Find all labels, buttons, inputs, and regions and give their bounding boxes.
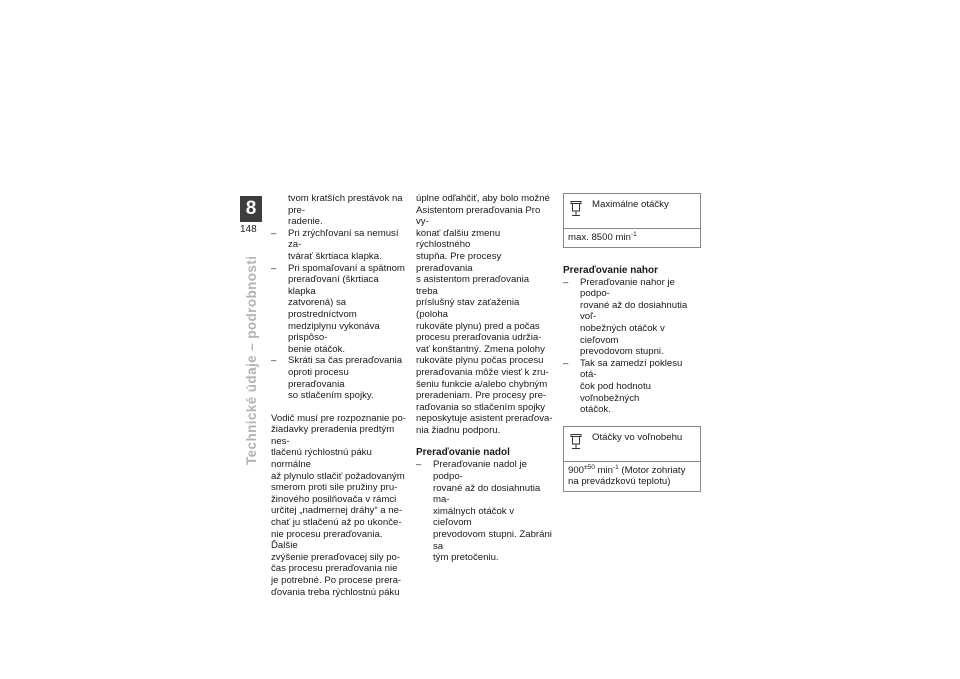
text-line: Pri zrýchľovaní sa nemusí za- (288, 227, 399, 251)
text-line: ďovania treba rýchlostnú páku (271, 586, 400, 598)
text-line: preraďovania môže viesť k zru- (416, 366, 549, 378)
chapter-side-title: Technické údaje – podrobnosti (244, 255, 259, 465)
spec-header (564, 427, 700, 462)
text-line: zatvorená) sa prostredníctvom (288, 297, 357, 320)
text-line: prevodovom stupni. Zabráni sa (433, 529, 552, 552)
text-line: ximálnych otáčok v cieľovom (433, 505, 515, 529)
text-line: radenie. (288, 216, 323, 228)
text-line: Preraďovanie nadol je podpo- (433, 459, 527, 483)
text-line: čok pod hodnotu voľnobežných (580, 380, 651, 404)
dash-marker: – (416, 459, 422, 471)
spec-box-max-rpm (563, 193, 701, 248)
text-line: konať ďalšiu zmenu rýchlostného (416, 227, 501, 251)
text-line: určitej „nadmernej dráhy“ a ne- (271, 505, 403, 517)
section-heading-downshift: Preraďovanie nadol (416, 447, 510, 459)
spec-value-text: 900 (568, 464, 585, 476)
text-line: preraďovaní (škrtiaca klapka (288, 274, 379, 297)
text-column-2 (416, 193, 553, 564)
text-line: rované až do dosiahnutia voľ- (580, 299, 688, 323)
text-line: neposkytuje asistent preraďova- (416, 413, 553, 425)
spec-unit: min (594, 464, 613, 476)
text-line: tvom kratších prestávok na pre- (288, 193, 403, 216)
text-line: zvýšenie preraďovacej sily po- (271, 551, 401, 563)
text-column-3 (563, 193, 700, 492)
text-line: úplne odľahčiť, aby bolo možné (416, 193, 550, 204)
text-line: stupňa. Pre procesy preraďovania (416, 250, 502, 274)
body-paragraph (416, 193, 553, 436)
text-line: tvárať škrtiaca klapka. (288, 250, 382, 262)
text-line: prevodovom stupni. (580, 346, 664, 358)
body-paragraph (271, 413, 407, 599)
text-line: otáčok. (580, 404, 611, 416)
spec-value (564, 462, 700, 491)
spec-tolerance: ±50 (584, 463, 595, 471)
text-line: nie procesu preraďovania. Ďalšie (271, 528, 383, 552)
chapter-number-badge (240, 196, 262, 222)
dash-list-item (563, 358, 700, 416)
spec-title: Maximálne otáčky (592, 199, 669, 210)
text-line: raďovania so stlačením spojky (416, 401, 546, 413)
spec-unit-exponent: -1 (630, 230, 637, 238)
text-line: nobežných otáčok v cieľovom (580, 322, 665, 346)
dash-list-item (271, 355, 407, 401)
text-column-1 (271, 193, 407, 598)
spec-header (564, 194, 700, 229)
text-line: procesu preraďovania udržia- (416, 332, 542, 344)
text-line: nia žiadnu podporu. (416, 424, 501, 436)
page-number: 148 (240, 224, 257, 235)
text-line: tlačenú rýchlostnú páku normálne (271, 447, 372, 471)
engine-rpm-icon (570, 201, 582, 217)
text-line: žiadavky preradenia predtým nes- (271, 424, 395, 447)
spec-title: Otáčky vo voľnobehu (592, 431, 683, 443)
text-line: šeniu funkcie a/alebo chybným (416, 378, 548, 390)
text-line: Tak sa zamedzí poklesu otá- (580, 357, 683, 381)
spec-note: (Motor zohriaty (618, 464, 686, 476)
text-line: vať konštantný. Zmena polohy (416, 343, 545, 355)
dash-list-item (416, 459, 553, 563)
dash-list-item (271, 228, 407, 263)
dash-marker: – (271, 227, 277, 239)
spec-box-idle-rpm (563, 426, 701, 492)
continuation-text (271, 193, 407, 228)
text-line: oproti procesu preraďovania (288, 366, 349, 390)
spec-note: na prevádzkovú teplotu) (568, 476, 671, 488)
text-line: benie otáčok. (288, 343, 346, 355)
section-heading-upshift: Preraďovanie nahor (563, 264, 658, 276)
text-line: rukoväte plynu počas procesu (416, 355, 544, 367)
text-line: čas procesu preraďovania nie (271, 563, 398, 575)
text-line: žinového posilňovača v rámci (271, 493, 397, 505)
text-line: medziplynu vykonáva prispôso- (288, 320, 380, 344)
spec-value-text: max. 8500 min (568, 232, 631, 243)
text-line: príslušný stav zaťaženia (poloha (416, 297, 520, 320)
text-line: rované až do dosiahnutia ma- (433, 482, 541, 506)
dash-list-item (563, 277, 700, 358)
text-line: je potrebné. Po procese prera- (271, 575, 402, 586)
spec-unit-exponent: -1 (612, 463, 619, 471)
text-line: chať ju stlačenú až po ukonče- (271, 517, 402, 529)
dash-marker: – (563, 276, 569, 288)
chapter-number: 8 (245, 198, 257, 219)
text-line: so stlačením spojky. (288, 390, 374, 402)
spec-value (564, 229, 700, 247)
dash-marker: – (563, 357, 569, 369)
dash-list-item (271, 263, 407, 356)
text-line: rukoväte plynu) pred a počas (416, 320, 540, 332)
engine-rpm-icon (570, 434, 582, 450)
text-line: Preraďovanie nahor je podpo- (580, 276, 675, 300)
text-line: smerom proti sile pružiny pru- (271, 482, 398, 494)
dash-marker: – (271, 355, 277, 367)
text-line: Skráti sa čas preraďovania (288, 355, 403, 367)
text-line: s asistentom preraďovania treba (416, 274, 530, 297)
dash-marker: – (271, 262, 277, 274)
text-line: tým pretočeniu. (433, 552, 499, 564)
text-line: až plynulo stlačiť požadovaným (271, 470, 405, 482)
text-line: Pri spomaľovaní a spätnom (288, 262, 405, 274)
text-line: preradeniam. Pre procesy pre- (416, 390, 547, 402)
text-line: Vodič musí pre rozpoznanie po- (271, 412, 406, 424)
text-line: Asistentom preraďovania Pro vy- (416, 204, 541, 228)
